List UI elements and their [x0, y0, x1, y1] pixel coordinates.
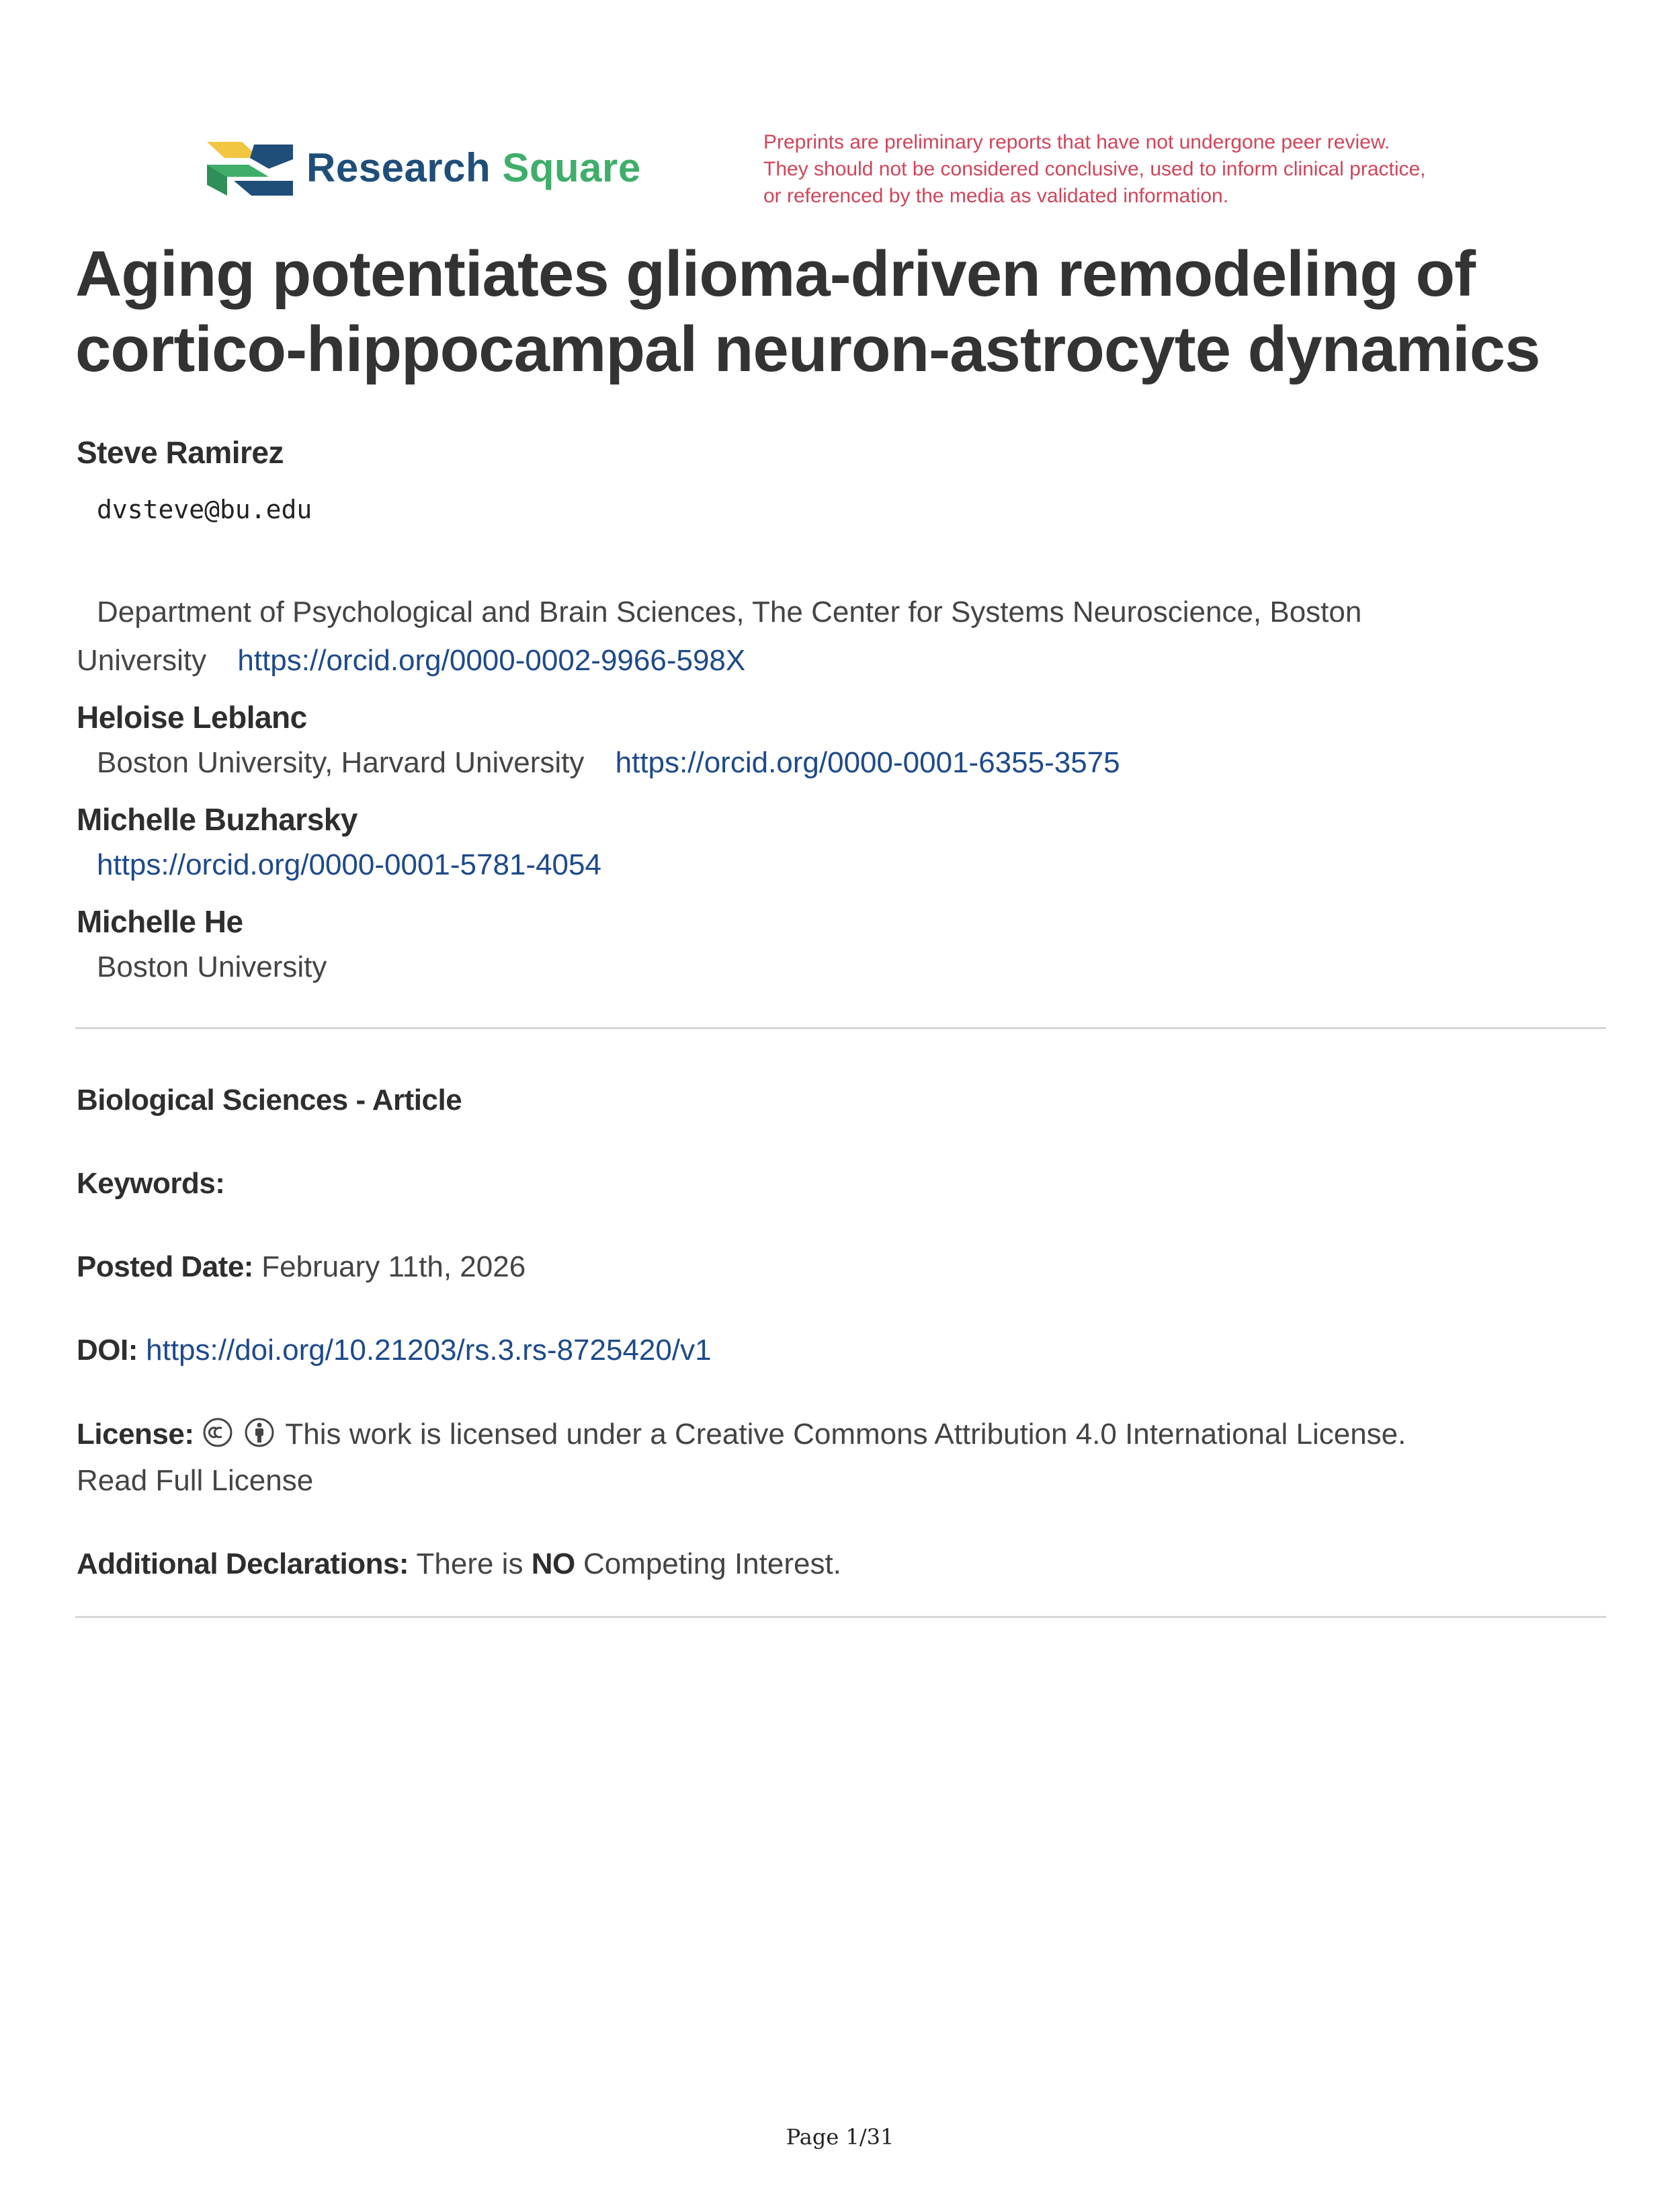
posted-date-value: February 11th, 2026 — [261, 1250, 526, 1283]
declarations-post: Competing Interest. — [583, 1547, 841, 1580]
title-line: Aging potentiates glioma-driven remodeling of — [75, 238, 1476, 310]
affiliation-text: Boston University, Harvard University — [97, 746, 585, 779]
category-label: Biological Sciences - Article — [77, 1084, 462, 1117]
author-affiliation: Department of Psychological and Brain Sciences, The Center for Systems Neuroscience, Boston — [97, 596, 1362, 629]
posted-date-label: Posted Date: — [77, 1250, 253, 1283]
preprint-disclaimer — [763, 129, 1536, 210]
author-name: Michelle He — [77, 904, 243, 939]
read-full-license-link[interactable]: Read Full License — [77, 1464, 314, 1497]
additional-declarations — [77, 1547, 841, 1581]
disclaimer-line: They should not be considered conclusive, used to inform clinical practice, — [763, 158, 1426, 180]
doi-link[interactable]: https://doi.org/10.21203/rs.3.rs-8725420/v1 — [146, 1334, 712, 1367]
research-square-logo-icon — [207, 138, 298, 200]
page-number: Page 1/31 — [786, 2124, 894, 2150]
author-affiliation-cont — [77, 644, 745, 678]
license — [77, 1417, 1406, 1451]
creative-commons-icon — [202, 1417, 233, 1448]
brand-research: Research — [306, 145, 491, 190]
disclaimer-line: Preprints are preliminary reports that have not undergone peer review. — [763, 131, 1390, 153]
author-name: Michelle Buzharsky — [77, 802, 358, 837]
author-name: Heloise Leblanc — [77, 700, 307, 735]
declarations-emphasis: NO — [531, 1547, 575, 1580]
doi — [77, 1334, 712, 1367]
keywords — [77, 1167, 224, 1201]
title-line: cortico-hippocampal neuron-astrocyte dynamics — [75, 313, 1540, 385]
brand-square: Square — [502, 145, 641, 190]
brand-name[interactable] — [306, 145, 641, 191]
orcid-link[interactable]: https://orcid.org/0000-0001-6355-3575 — [615, 746, 1120, 779]
author-name: Steve Ramirez — [77, 435, 284, 470]
keywords-label: Keywords: — [77, 1167, 225, 1200]
divider — [75, 1616, 1606, 1618]
author-email[interactable]: dvsteve@bu.edu — [97, 495, 312, 524]
license-label: License: — [77, 1418, 194, 1451]
orcid-link[interactable]: https://orcid.org/0000-0002-9966-598X — [237, 644, 746, 677]
article-category — [77, 1084, 462, 1117]
paper-title — [75, 237, 1621, 387]
orcid-link[interactable]: https://orcid.org/0000-0001-5781-4054 — [97, 848, 601, 881]
author-affiliation: Boston University — [97, 950, 327, 983]
author-affiliation — [97, 746, 1120, 780]
doi-label: DOI: — [77, 1334, 138, 1367]
divider — [75, 1027, 1606, 1029]
declarations-label: Additional Declarations: — [77, 1547, 409, 1580]
attribution-icon — [244, 1417, 275, 1448]
license-text: This work is licensed under a Creative Commons Attribution 4.0 International License. — [285, 1418, 1406, 1451]
posted-date — [77, 1250, 526, 1284]
disclaimer-line: or referenced by the media as validated information. — [763, 185, 1229, 207]
declarations-pre: There is — [416, 1547, 523, 1580]
affiliation-text: University — [77, 644, 207, 677]
